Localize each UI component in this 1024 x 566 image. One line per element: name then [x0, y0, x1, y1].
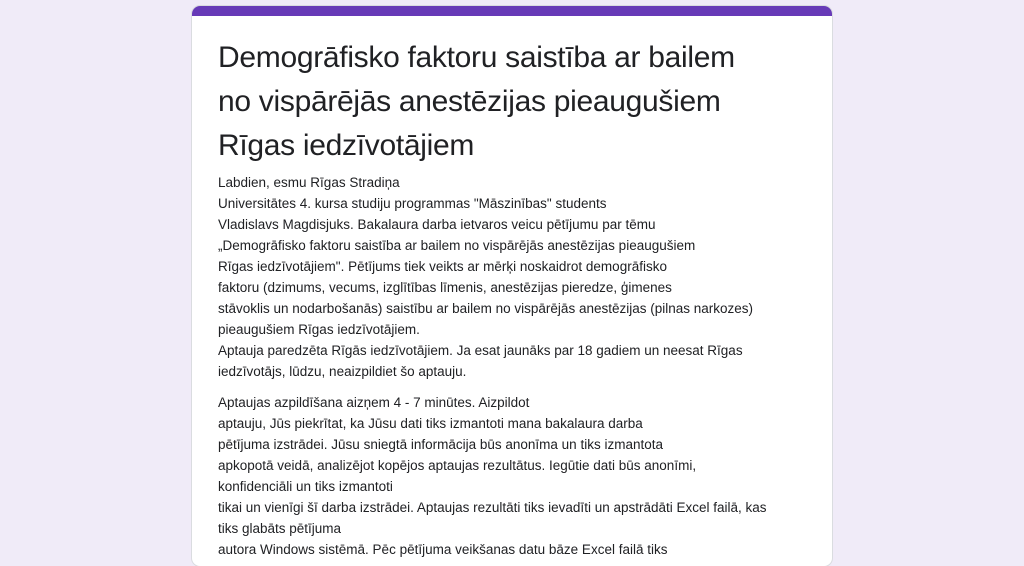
description-line: iedzīvotājs, lūdzu, neaizpildiet šo aptauju.: [218, 364, 467, 379]
form-accent-bar: [192, 6, 832, 16]
description-line: Aptaujas azpildīšana aizņem 4 - 7 minūtes. Aizpildot: [218, 395, 530, 410]
description-line: Vladislavs Magdisjuks. Bakalaura darba ietvaros veicu pētījumu par tēmu: [218, 217, 656, 232]
description-line: faktoru (dzimums, vecums, izglītības līmenis, anestēzijas pieredze, ģimenes: [218, 280, 672, 295]
description-line: „Demogrāfisko faktoru saistība ar bailem no vispārējās anestēzijas pieaugušiem: [218, 238, 696, 253]
form-description: [218, 172, 818, 560]
description-line: aptauju, Jūs piekrītat, ka Jūsu dati tiks izmantoti mana bakalaura darba: [218, 416, 643, 431]
form-header-card: [192, 6, 832, 566]
description-line: stāvoklis un nodarbošanās) saistību ar bailem no vispārējās anestēzijas (pilnas narkozes): [218, 301, 754, 316]
description-line: konfidenciāli un tiks izmantoti: [218, 479, 393, 494]
description-line: tiks glabāts pētījuma: [218, 521, 342, 536]
description-line: tikai un vienīgi šī darba izstrādei. Aptaujas rezultāti tiks ievadīti un apstrādāti Excel failā, kas: [218, 500, 767, 515]
form-title-line: Rīgas iedzīvotājiem: [218, 129, 475, 162]
description-line: apkopotā veidā, analizējot kopējos aptaujas rezultātus. Iegūtie dati būs anonīmi,: [218, 458, 697, 473]
form-title-line: no vispārējās anestēzijas pieaugušiem: [218, 85, 721, 118]
description-line: autora Windows sistēmā. Pēc pētījuma veikšanas datu bāze Excel failā tiks: [218, 542, 668, 557]
description-line: pētījuma izstrādei. Jūsu sniegtā informācija būs anonīma un tiks izmantota: [218, 437, 663, 452]
form-title-line: Demogrāfisko faktoru saistība ar bailem: [218, 41, 735, 74]
description-line: Universitātes 4. kursa studiju programmas "Māszinības" students: [218, 196, 607, 211]
paragraph-gap: [218, 382, 818, 392]
description-line: pieaugušiem Rīgas iedzīvotājiem.: [218, 322, 420, 337]
description-line: Rīgas iedzīvotājiem". Pētījums tiek veikts ar mērķi noskaidrot demogrāfisko: [218, 259, 667, 274]
description-line: Aptauja paredzēta Rīgās iedzīvotājiem. Ja esat jaunāks par 18 gadiem un neesat Rīgas: [218, 343, 743, 358]
form-title: [218, 36, 818, 168]
description-line: Labdien, esmu Rīgas Stradiņa: [218, 175, 400, 190]
